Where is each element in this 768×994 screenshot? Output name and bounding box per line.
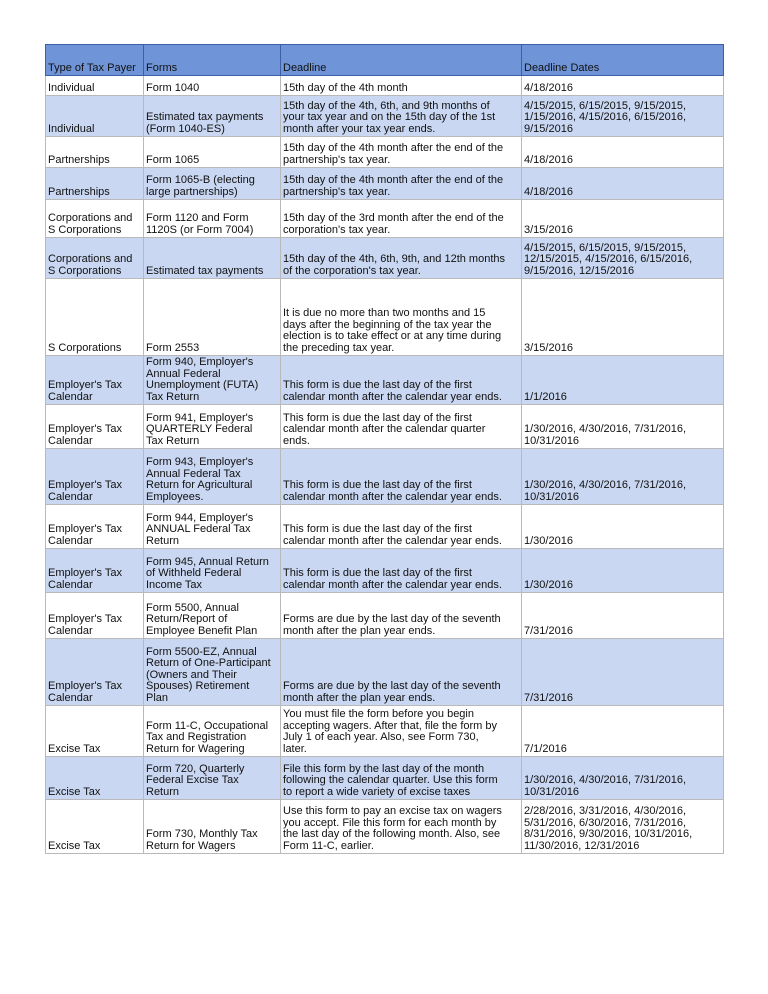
deadline-dates-cell: 4/18/2016 bbox=[522, 137, 724, 168]
deadline-cell: 15th day of the 4th month after the end of the partnership's tax year. bbox=[281, 168, 522, 200]
payer-type-cell: Employer's Tax Calendar bbox=[46, 356, 144, 405]
deadline-cell: Forms are due by the last day of the seventh month after the plan year ends. bbox=[281, 593, 522, 639]
forms-cell: Form 5500-EZ, Annual Return of One-Participant (Owners and Their Spouses) Retirement Plan bbox=[144, 639, 281, 706]
deadline-dates-cell: 2/28/2016, 3/31/2016, 4/30/2016, 5/31/2016, 6/30/2016, 7/31/2016, 8/31/2016, 9/30/2016, 10/31/2016, 11/30/2016, 12/31/2016 bbox=[522, 800, 724, 854]
forms-cell: Form 11-C, Occupational Tax and Registration Return for Wagering bbox=[144, 706, 281, 757]
deadline-dates-cell: 4/18/2016 bbox=[522, 168, 724, 200]
deadline-dates-cell: 1/30/2016 bbox=[522, 549, 724, 593]
table-row bbox=[46, 449, 724, 505]
table-row bbox=[46, 706, 724, 757]
table-row bbox=[46, 76, 724, 96]
payer-type-cell: Employer's Tax Calendar bbox=[46, 593, 144, 639]
forms-cell: Estimated tax payments (Form 1040-ES) bbox=[144, 96, 281, 137]
forms-cell: Estimated tax payments bbox=[144, 238, 281, 279]
deadline-dates-cell: 4/18/2016 bbox=[522, 76, 724, 96]
deadline-cell: This form is due the last day of the first calendar month after the calendar year ends. bbox=[281, 449, 522, 505]
payer-type-cell: Employer's Tax Calendar bbox=[46, 549, 144, 593]
payer-type-cell: Individual bbox=[46, 76, 144, 96]
forms-cell: Form 5500, Annual Return/Report of Employee Benefit Plan bbox=[144, 593, 281, 639]
deadline-cell: 15th day of the 4th month after the end of the partnership's tax year. bbox=[281, 137, 522, 168]
deadline-cell: Use this form to pay an excise tax on wagers you accept. File this form for each month by the last day of the following month. Also, see Form 11-C, earlier. bbox=[281, 800, 522, 854]
deadline-cell: 15th day of the 4th month bbox=[281, 76, 522, 96]
table-row bbox=[46, 800, 724, 854]
table-row bbox=[46, 593, 724, 639]
payer-type-cell: Individual bbox=[46, 96, 144, 137]
table-row bbox=[46, 200, 724, 238]
table-row bbox=[46, 505, 724, 549]
table-row bbox=[46, 757, 724, 800]
deadline-dates-cell: 3/15/2016 bbox=[522, 279, 724, 356]
forms-cell: Form 720, Quarterly Federal Excise Tax Return bbox=[144, 757, 281, 800]
deadline-cell: Forms are due by the last day of the seventh month after the plan year ends. bbox=[281, 639, 522, 706]
deadline-dates-cell: 1/30/2016, 4/30/2016, 7/31/2016, 10/31/2016 bbox=[522, 449, 724, 505]
payer-type-cell: Excise Tax bbox=[46, 800, 144, 854]
table-body bbox=[46, 76, 724, 854]
table-row bbox=[46, 238, 724, 279]
forms-cell: Form 1120 and Form 1120S (or Form 7004) bbox=[144, 200, 281, 238]
header-type-of-tax-payer: Type of Tax Payer bbox=[46, 45, 144, 76]
forms-cell: Form 2553 bbox=[144, 279, 281, 356]
header-deadline-dates: Deadline Dates bbox=[522, 45, 724, 76]
deadline-cell: This form is due the last day of the first calendar month after the calendar year ends. bbox=[281, 505, 522, 549]
deadline-dates-cell: 1/1/2016 bbox=[522, 356, 724, 405]
table-row bbox=[46, 405, 724, 449]
deadline-cell: This form is due the last day of the first calendar month after the calendar quarter ends. bbox=[281, 405, 522, 449]
deadline-cell: File this form by the last day of the month following the calendar quarter. Use this form to report a wide variety of excise taxes bbox=[281, 757, 522, 800]
deadline-dates-cell: 7/31/2016 bbox=[522, 639, 724, 706]
deadline-cell: This form is due the last day of the first calendar month after the calendar year ends. bbox=[281, 356, 522, 405]
payer-type-cell: Employer's Tax Calendar bbox=[46, 405, 144, 449]
forms-cell: Form 940, Employer's Annual Federal Unemployment (FUTA) Tax Return bbox=[144, 356, 281, 405]
deadline-dates-cell: 7/1/2016 bbox=[522, 706, 724, 757]
forms-cell: Form 941, Employer's QUARTERLY Federal Tax Return bbox=[144, 405, 281, 449]
deadline-cell: 15th day of the 4th, 6th, and 9th months of your tax year and on the 15th day of the 1st month after your tax year ends. bbox=[281, 96, 522, 137]
deadline-cell: It is due no more than two months and 15 days after the beginning of the tax year the election is to take effect or at any time during the preceding tax year. bbox=[281, 279, 522, 356]
payer-type-cell: Excise Tax bbox=[46, 757, 144, 800]
payer-type-cell: S Corporations bbox=[46, 279, 144, 356]
table-row bbox=[46, 279, 724, 356]
deadline-cell: 15th day of the 3rd month after the end of the corporation's tax year. bbox=[281, 200, 522, 238]
payer-type-cell: Employer's Tax Calendar bbox=[46, 505, 144, 549]
table-header-row bbox=[46, 45, 724, 76]
deadline-dates-cell: 1/30/2016 bbox=[522, 505, 724, 549]
deadline-dates-cell: 3/15/2016 bbox=[522, 200, 724, 238]
table-row bbox=[46, 549, 724, 593]
payer-type-cell: Corporations and S Corporations bbox=[46, 238, 144, 279]
forms-cell: Form 944, Employer's ANNUAL Federal Tax Return bbox=[144, 505, 281, 549]
payer-type-cell: Employer's Tax Calendar bbox=[46, 449, 144, 505]
table-row bbox=[46, 96, 724, 137]
forms-cell: Form 1065 bbox=[144, 137, 281, 168]
header-deadline: Deadline bbox=[281, 45, 522, 76]
deadline-dates-cell: 4/15/2015, 6/15/2015, 9/15/2015, 12/15/2015, 4/15/2016, 6/15/2016, 9/15/2016, 12/15/2016 bbox=[522, 238, 724, 279]
deadline-cell: This form is due the last day of the first calendar month after the calendar year ends. bbox=[281, 549, 522, 593]
payer-type-cell: Partnerships bbox=[46, 168, 144, 200]
payer-type-cell: Partnerships bbox=[46, 137, 144, 168]
payer-type-cell: Excise Tax bbox=[46, 706, 144, 757]
deadline-cell: 15th day of the 4th, 6th, 9th, and 12th months of the corporation's tax year. bbox=[281, 238, 522, 279]
table-row bbox=[46, 639, 724, 706]
deadline-dates-cell: 4/15/2015, 6/15/2015, 9/15/2015, 1/15/2016, 4/15/2016, 6/15/2016, 9/15/2016 bbox=[522, 96, 724, 137]
deadline-dates-cell: 1/30/2016, 4/30/2016, 7/31/2016, 10/31/2016 bbox=[522, 757, 724, 800]
forms-cell: Form 1065-B (electing large partnerships) bbox=[144, 168, 281, 200]
deadline-cell: You must file the form before you begin accepting wagers. After that, file the form by July 1 of each year. Also, see Form 730, later. bbox=[281, 706, 522, 757]
forms-cell: Form 943, Employer's Annual Federal Tax Return for Agricultural Employees. bbox=[144, 449, 281, 505]
forms-cell: Form 945, Annual Return of Withheld Federal Income Tax bbox=[144, 549, 281, 593]
tax-deadline-table bbox=[45, 44, 724, 854]
forms-cell: Form 1040 bbox=[144, 76, 281, 96]
header-forms: Forms bbox=[144, 45, 281, 76]
forms-cell: Form 730, Monthly Tax Return for Wagers bbox=[144, 800, 281, 854]
table-row bbox=[46, 356, 724, 405]
deadline-dates-cell: 1/30/2016, 4/30/2016, 7/31/2016, 10/31/2016 bbox=[522, 405, 724, 449]
deadline-dates-cell: 7/31/2016 bbox=[522, 593, 724, 639]
payer-type-cell: Employer's Tax Calendar bbox=[46, 639, 144, 706]
table-row bbox=[46, 168, 724, 200]
payer-type-cell: Corporations and S Corporations bbox=[46, 200, 144, 238]
table-row bbox=[46, 137, 724, 168]
